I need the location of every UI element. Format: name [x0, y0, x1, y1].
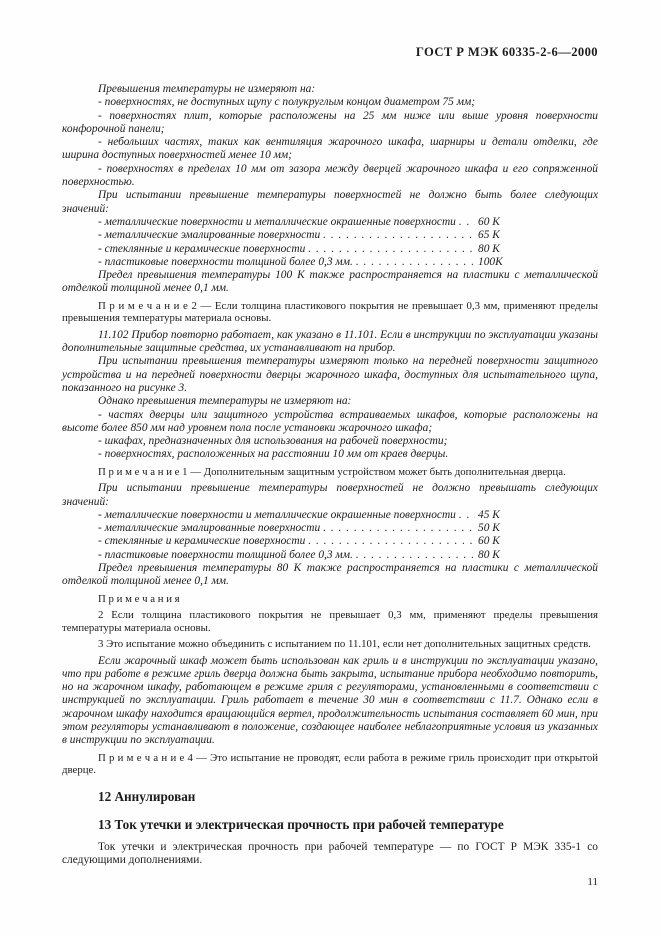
paragraph: - небольших частях, таких как вентиляция жарочного шкафа, шарниры и детали отделки, где ширина доступных поверхностей менее 10 мм;	[62, 136, 598, 162]
paragraph: П р и м е ч а н и е 2 — Если толщина пластикового покрытия не превышает 0,3 мм, применяют пределы превышения температуры материала основы.	[62, 299, 598, 325]
leader-dots	[356, 256, 475, 269]
leader-value: 80 К	[478, 548, 500, 561]
paragraph: 11.102 Прибор повторно работает, как указано в 11.101. Если в инструкции по эксплуатации указаны дополнительные защитные средства, их устанавливают на прибор.	[62, 328, 598, 355]
paragraph: Ток утечки и электрическая прочность при рабочей температуре — по ГОСТ Р МЭК 335-1 со следующими дополнениями.	[62, 840, 598, 866]
leader-item	[62, 549, 514, 562]
leader-value: 50 К	[478, 522, 500, 535]
paragraph: Превышения температуры не измеряют на:	[98, 83, 316, 95]
document-body	[62, 83, 598, 867]
paragraph: - поверхностях плит, которые расположены на 25 мм ниже или выше уровня поверхности конфорочной панели;	[62, 109, 598, 135]
leader-label: - металлические эмалированные поверхности	[98, 522, 321, 535]
leader-value: 100К	[478, 255, 503, 268]
paragraph: Однако превышения температуры не измеряют на:	[98, 395, 352, 408]
paragraph: - поверхностях, не доступных щупу с полукруглым концом диаметром 75 мм;	[98, 96, 476, 109]
leader-value: 65 К	[478, 229, 500, 242]
paragraph: При испытании превышение температуры поверхностей не должно превышать следующих значений:	[62, 482, 598, 508]
paragraph: 2 Если толщина пластикового покрытия не превышает 0,3 мм, применяют пределы превышения температуры материала основы.	[62, 609, 598, 634]
leader-value: 60 К	[478, 535, 500, 548]
leader-dots	[323, 229, 475, 242]
leader-label: - металлические эмалированные поверхности	[98, 229, 321, 242]
leader-label: - пластиковые поверхности толщиной более 0,3 мм.	[98, 548, 353, 561]
leader-item	[62, 535, 514, 548]
paragraph: П р и м е ч а н и е 1 — Дополнительным защитным устройством может быть дополнительная дверца.	[98, 465, 566, 478]
paragraph: Предел превышения температуры 80 К также распространяется на пластики с металлической отделкой толщиной менее 0,1 мм.	[62, 562, 598, 588]
paragraph: П р и м е ч а н и е 4 — Это испытание не проводят, если работа в режиме гриль происходит при открытой дверце.	[62, 751, 598, 777]
leader-label: - стеклянные и керамические поверхности	[98, 535, 306, 548]
page-number: 11	[587, 876, 598, 889]
leader-item	[62, 229, 514, 242]
paragraph: При испытании превышения температуры измеряют только на передней поверхности защитного устройства и на передней поверхности дверцы жарочного шкафа, доступных для испытательного щупа, показанного на рисунке 3.	[62, 355, 598, 394]
paragraph: - поверхностях, расположенных на расстоянии 10 мм от краев дверцы.	[98, 448, 449, 461]
paragraph: Если жарочный шкаф может быть использован как гриль и в инструкции по эксплуатации указано, что при работе в режиме гриль дверца должна быть закрыта, испытание прибора необходимо повторить, но на жарочном шкафу, работающем в режиме гриля с регуляторами, установленными в соответствии с инструкцией по эксплуатации. Гриль работает в течение 30 мин в соответствии с 11.7. Однако если в жарочном шкафу находится вращающийся вертел, продолжительность испытания составляет 60 мин, при этом регуляторы устанавливают в положение, создающее наиболее неблагоприятные условия из указанных в инструкции по эксплуатации.	[62, 654, 598, 747]
leader-item	[62, 256, 514, 269]
leader-item	[62, 522, 514, 535]
leader-label: - пластиковые поверхности толщиной более 0,3 мм.	[98, 255, 353, 268]
leader-value: 60 К	[478, 215, 500, 228]
leader-item	[62, 216, 514, 229]
leader-label: - металлические поверхности и металлические окрашенные поверхности	[98, 215, 456, 228]
leader-label: - металлические поверхности и металлические окрашенные поверхности	[98, 508, 456, 521]
paragraph: - шкафах, предназначенных для использования на рабочей поверхности;	[98, 435, 448, 448]
paragraph: - частях дверцы или защитного устройства встраиваемых шкафов, которые расположены на высоте более 850 мм над уровнем пола после установки жарочного шкафа;	[62, 408, 598, 434]
leader-dots	[356, 549, 475, 562]
leader-value: 45 К	[478, 508, 500, 521]
leader-item	[62, 509, 514, 522]
leader-dots	[308, 535, 475, 548]
leader-dots	[459, 509, 475, 522]
paragraph: Предел превышения температуры 100 К также распространяется на пластики с металлической отделкой толщиной менее 0,1 мм.	[62, 269, 598, 295]
leader-value: 80 К	[478, 242, 500, 255]
leader-dots	[323, 522, 475, 535]
paragraph: При испытании превышение температуры поверхностей не должно быть более следующих значений:	[62, 189, 598, 215]
leader-dots	[459, 216, 475, 229]
leader-dots	[308, 243, 475, 256]
section-heading: 12 Аннулирован	[98, 788, 196, 804]
leader-label: - стеклянные и керамические поверхности	[98, 242, 306, 255]
paragraph: - поверхностях в пределах 10 мм от зазора между дверцей жарочного шкафа и его сопряженной поверхностью.	[62, 162, 598, 189]
section-heading: 13 Ток утечки и электрическая прочность при рабочей температуре	[98, 816, 504, 832]
leader-item	[62, 243, 514, 256]
paragraph: 3 Это испытание можно объединить с испытанием по 11.101, если нет дополнительных защитных средств.	[98, 638, 591, 651]
paragraph: П р и м е ч а н и я	[98, 592, 180, 605]
standard-designation-header: ГОСТ Р МЭК 60335-2-6—2000	[415, 45, 598, 59]
